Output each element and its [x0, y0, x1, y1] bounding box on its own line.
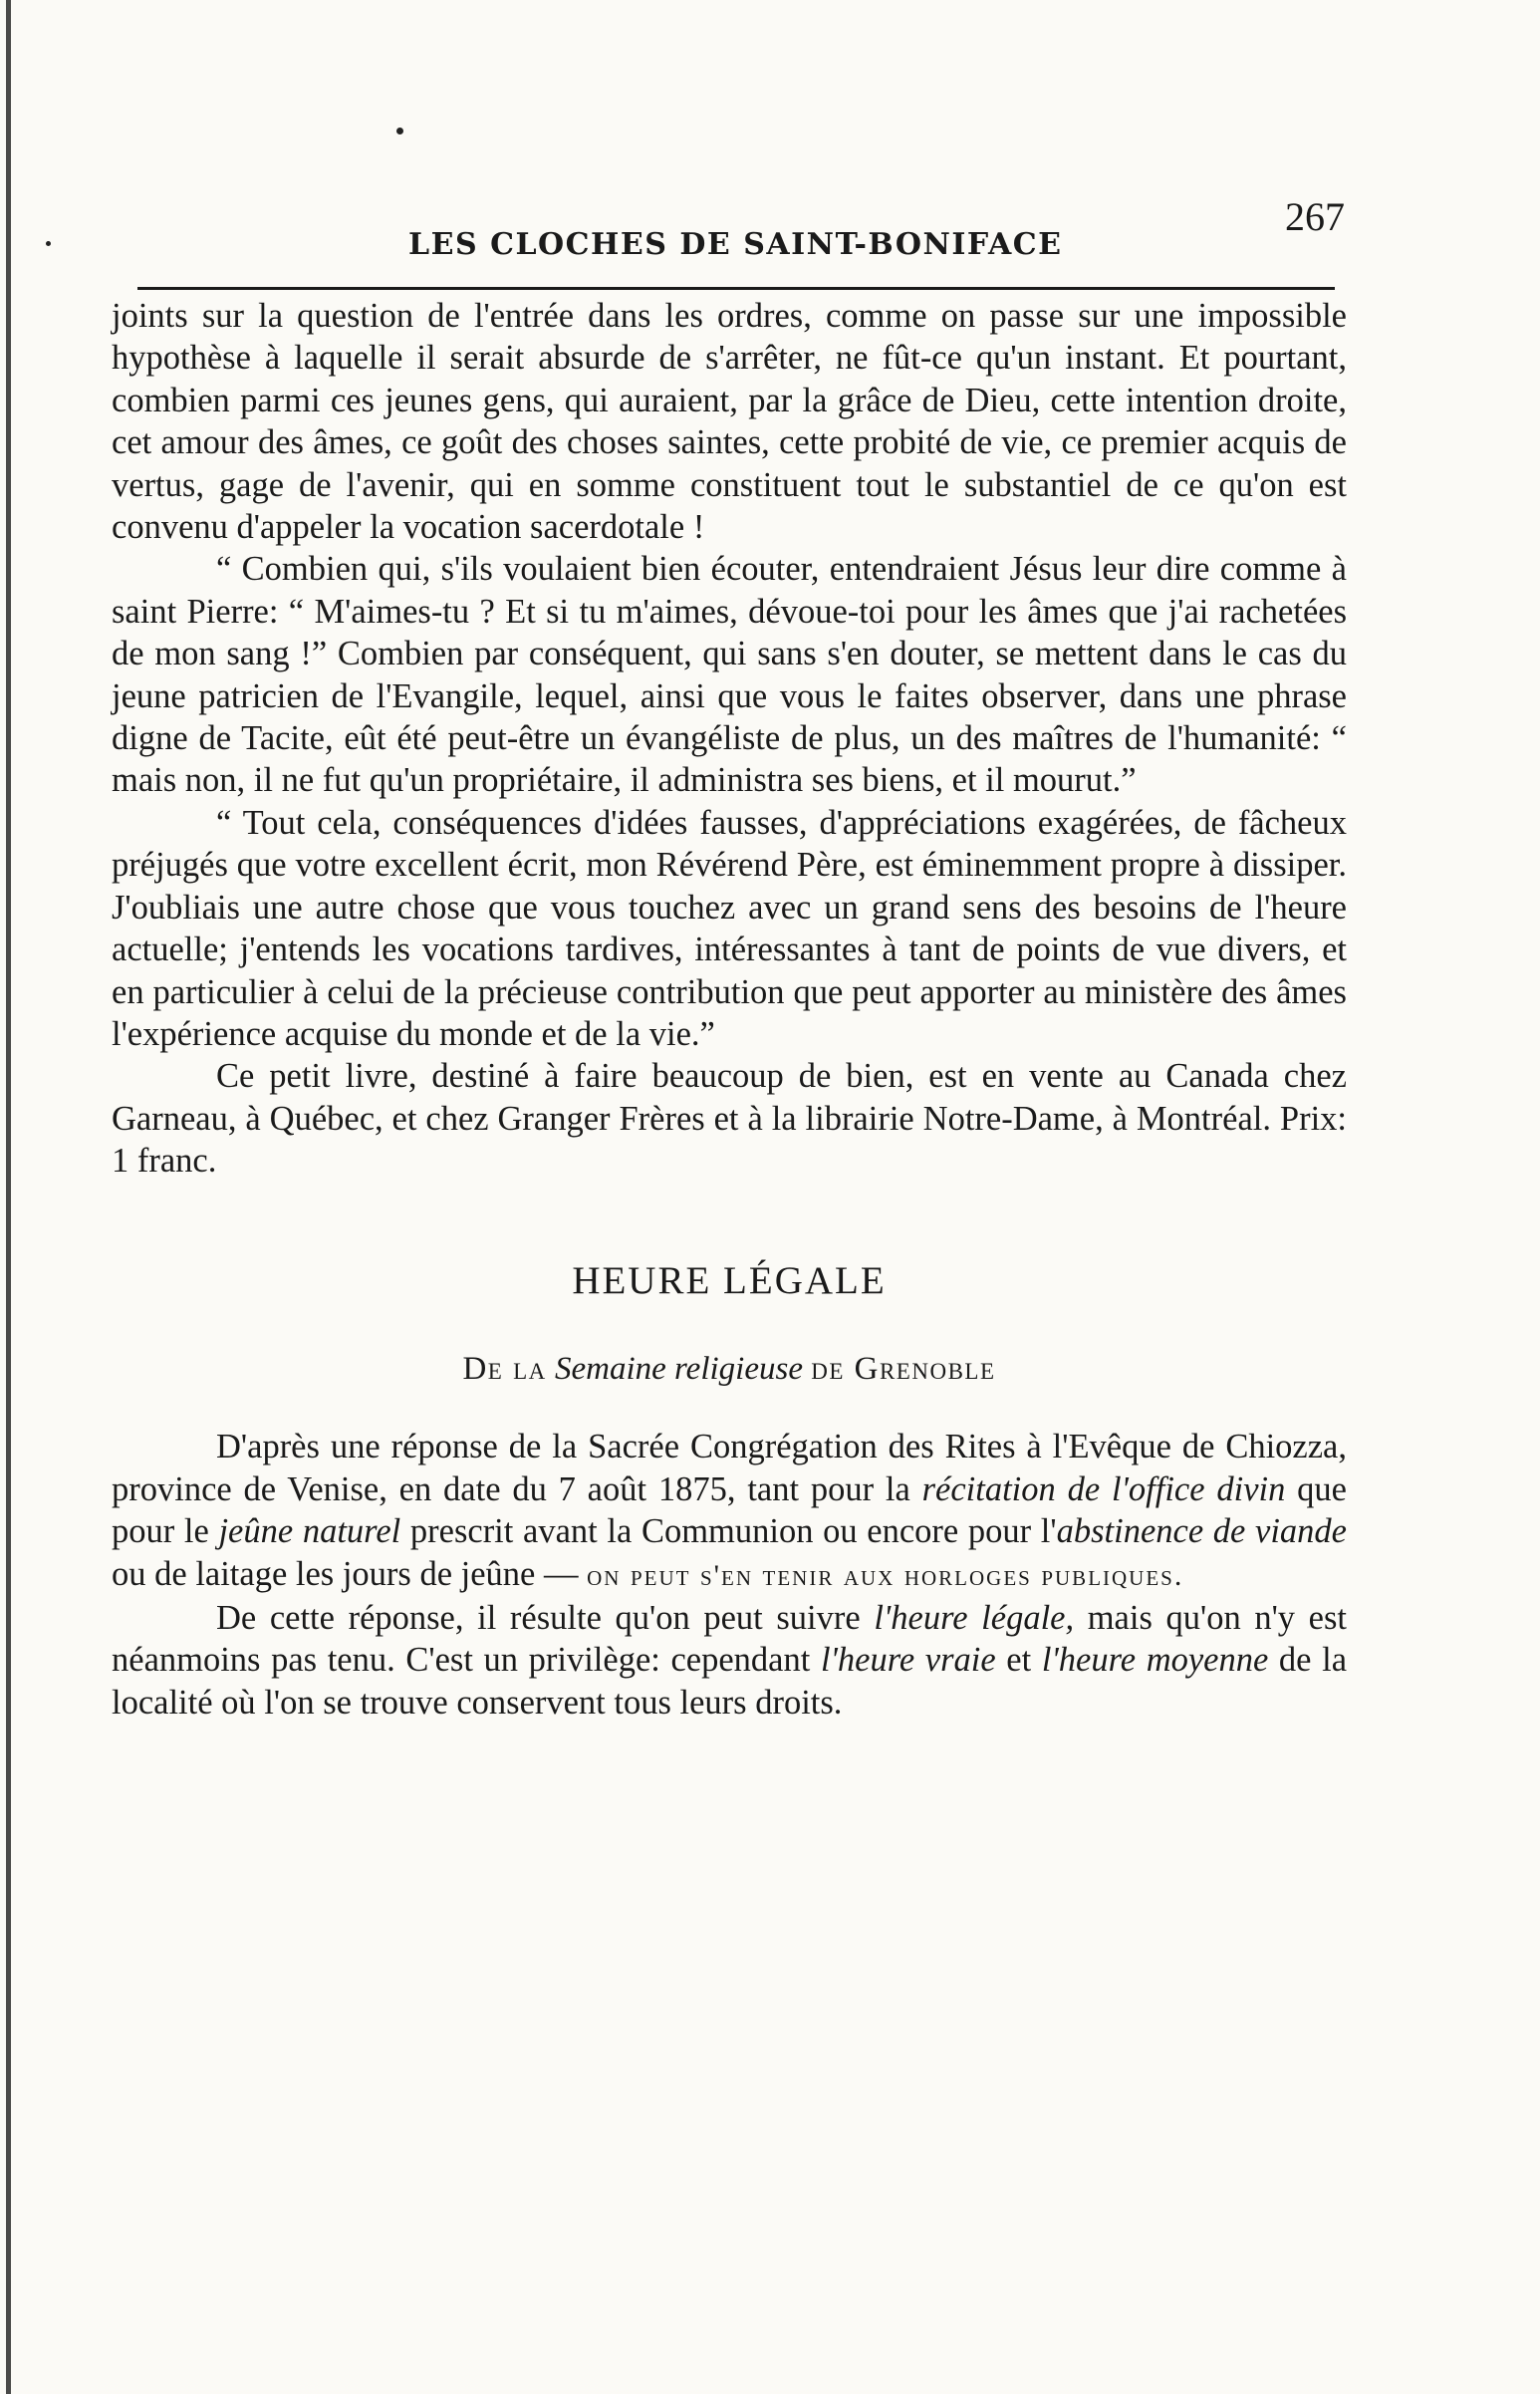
paragraph	[112, 1426, 1347, 1597]
text-run: et	[995, 1641, 1042, 1680]
italic-run: abstinence de viande	[1056, 1512, 1347, 1551]
running-title: LES CLOCHES DE SAINT-BONIFACE	[408, 227, 1063, 262]
section-title: HEURE LÉGALE	[572, 1258, 887, 1302]
source-prefix: De la	[462, 1350, 547, 1387]
source-publication: Semaine religieuse	[555, 1350, 803, 1387]
page-header	[110, 187, 1345, 267]
italic-run: l'heure légale,	[874, 1598, 1075, 1637]
body-text	[112, 295, 1347, 1724]
small-caps-run: on peut s'en tenir aux horloges publiques.	[587, 1558, 1184, 1592]
text-run: D'après une réponse de la Sacrée Congrégation des Rites à l'Evêque de Chiozza, province de Venise, en date du 7 août 1875, tant pour la	[112, 1428, 1347, 1508]
page-number: 267	[1285, 194, 1345, 239]
italic-run: l'heure vraie	[820, 1641, 996, 1680]
text-run: de la localité où l'on se trouve conservent tous leurs droits.	[112, 1641, 1348, 1722]
italic-run: l'heure moyenne	[1041, 1641, 1269, 1680]
paragraph: Ce petit livre, destiné à faire beaucoup de bien, est en vente au Canada chez Garneau, à Québec, et chez Granger Frères et à la librairie Notre-Dame, à Montréal. Prix: 1 franc.	[112, 1057, 1347, 1181]
italic-run: jeûne naturel	[218, 1512, 401, 1551]
paragraph: “ Combien qui, s'ils voulaient bien écouter, entendraient Jésus leur dire comme à saint Pierre: “ M'aimes-tu ? Et si tu m'aimes, dévoue-toi pour les âmes que j'ai rachetées de mon sang !” Combien par conséquent, qui sans s'en douter, se mettent dans le cas du jeune patricien de l'Evangile, lequel, ainsi que vous le faites observer, dans une phrase digne de Tacite, eût été peut-être un évangéliste de plus, un des maîtres de l'humanité: “ mais non, il ne fut qu'un propriétaire, il administra ses biens, et il mourut.”	[112, 550, 1347, 800]
header-rule	[137, 287, 1335, 290]
text-run: ou de laitage les jours de jeûne —	[112, 1554, 588, 1593]
paragraph: joints sur la question de l'entrée dans les ordres, comme on passe sur une impossible hypothèse à laquelle il serait absurde de s'arrêter, ne fût-ce qu'un instant. Et pourtant, combien parmi ces jeunes gens, qui auraient, par la grâce de Dieu, cette intention droite, cet amour des âmes, ce goût des choses saintes, cette probité de vie, ce premier acquis de vertus, gage de l'avenir, qui en somme constituent tout le substantiel de ce qu'on est convenu d'appeler la vocation sacerdotale !	[112, 297, 1347, 547]
text-run: prescrit avant la Communion ou encore pour l'	[400, 1512, 1057, 1551]
paragraph: “ Tout cela, conséquences d'idées fausses, d'appréciations exagérées, de fâcheux préjugés que votre excellent écrit, mon Révérend Père, est éminemment propre à dissiper. J'oubliais une autre chose que vous touchez avec un grand sens des besoins de l'heure actuelle; j'entends les vocations tardives, intéressantes à tant de points de vue divers, et en particulier à celui de la précieuse contribution que peut apporter au ministère des âmes l'expérience acquise du monde et de la vie.”	[112, 803, 1347, 1053]
page-edge-shadow	[6, 0, 11, 2394]
text-run: que pour le	[112, 1469, 1347, 1551]
italic-run: récitation de l'office divin	[921, 1469, 1286, 1508]
ink-speck	[396, 128, 403, 134]
paragraph	[112, 1597, 1347, 1724]
text-run: De cette réponse, il résulte qu'on peut suivre	[216, 1598, 875, 1637]
text-run: mais qu'on n'y est néanmoins pas tenu. C'est un privilège: cependant	[112, 1598, 1348, 1680]
source-suffix: de Grenoble	[811, 1350, 996, 1387]
section-source	[112, 1348, 1347, 1390]
ink-speck	[46, 241, 51, 246]
